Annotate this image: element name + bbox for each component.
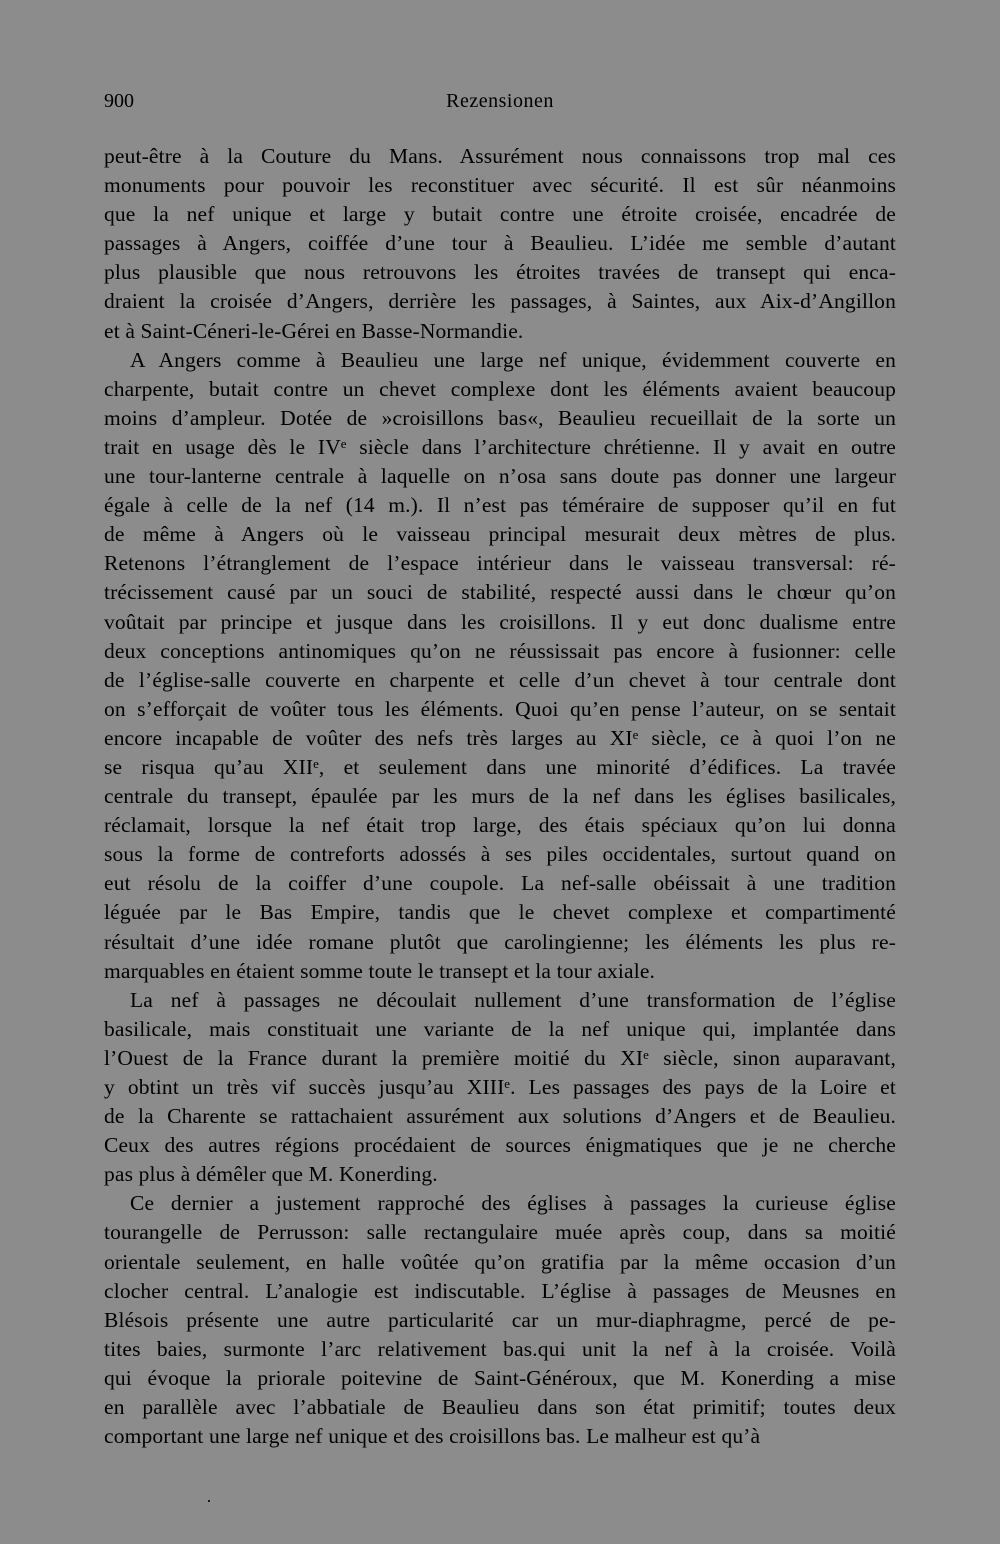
- text-line: marquables en étaient somme toute le transept et la tour axiale.: [104, 958, 656, 983]
- text-line: plus plausible que nous retrouvons les étroites travées de transept qui enca-: [104, 260, 896, 285]
- paragraph: [104, 346, 896, 986]
- text-line: tites baies, surmonte l’arc relativement bas.qui unit la nef à la croisée. Voilà: [104, 1336, 896, 1361]
- text-line: de l’église-salle couverte en charpente et celle d’un chevet à tour centrale dont: [104, 667, 896, 692]
- paragraph: [104, 1189, 896, 1451]
- body-text: [104, 142, 896, 1451]
- text-line: draient la croisée d’Angers, derrière les passages, à Saintes, aux Aix-d’Angillon: [104, 289, 896, 314]
- text-line: comportant une large nef unique et des croisillons bas. Le malheur est qu’à: [104, 1424, 761, 1449]
- text-line: y obtint un très vif succès jusqu’au XIIIᵉ. Les passages des pays de la Loire et: [104, 1075, 896, 1099]
- running-title: Rezensionen: [446, 90, 554, 112]
- paragraph: [104, 142, 896, 346]
- text-line: trécissement causé par un souci de stabilité, respecté aussi dans le chœur qu’on: [104, 580, 896, 605]
- text-line: résultait d’une idée romane plutôt que carolingienne; les éléments les plus re-: [104, 929, 896, 954]
- text-line: qui évoque la priorale poitevine de Saint-Généroux, que M. Konerding a mise: [104, 1365, 896, 1390]
- text-line: égale à celle de la nef (14 m.). Il n’est pas téméraire de supposer qu’il en fut: [104, 493, 896, 518]
- text-line: une tour-lanterne centrale à laquelle on n’osa sans doute pas donner une largeur: [104, 464, 896, 489]
- text-line: centrale du transept, épaulée par les murs de la nef dans les églises basilicales,: [104, 784, 896, 809]
- text-line: charpente, butait contre un chevet complexe dont les éléments avaient beaucoup: [104, 376, 896, 401]
- text-line: Ce dernier a justement rapproché des églises à passages la curieuse église: [130, 1191, 896, 1216]
- text-line: basilicale, mais constituait une variante de la nef unique qui, implantée dans: [104, 1016, 896, 1041]
- text-line: léguée par le Bas Empire, tandis que le chevet complexe et compartimenté: [104, 900, 896, 925]
- text-line: La nef à passages ne découlait nullement d’une transformation de l’église: [130, 987, 896, 1012]
- text-line: l’Ouest de la France durant la première moitié du XIᵉ siècle, sinon auparavant,: [104, 1045, 896, 1070]
- text-line: monuments pour pouvoir les reconstituer avec sécurité. Il est sûr néanmoins: [104, 173, 896, 198]
- text-line: tourangelle de Perrusson: salle rectangulaire muée après coup, dans sa moitié: [104, 1220, 896, 1245]
- text-line: voûtait par principe et jusque dans les croisillons. Il y eut donc dualisme entre: [104, 609, 896, 634]
- text-line: Ceux des autres régions procédaient de sources énigmatiques que je ne cherche: [104, 1133, 896, 1158]
- text-line: on s’efforçait de voûter tous les éléments. Quoi qu’en pense l’auteur, on se sentait: [104, 696, 896, 721]
- text-line: en parallèle avec l’abbatiale de Beaulieu dans son état primitif; toutes deux: [104, 1395, 896, 1420]
- text-line: et à Saint-Céneri-le-Gérei en Basse-Normandie.: [104, 318, 524, 343]
- text-line: Retenons l’étranglement de l’espace intérieur dans le vaisseau transversal: ré-: [104, 551, 896, 576]
- text-line: que la nef unique et large y butait contre une étroite croisée, encadrée de: [104, 202, 896, 227]
- text-line: A Angers comme à Beaulieu une large nef unique, évidemment couverte en: [130, 347, 896, 372]
- running-head: [104, 90, 896, 118]
- text-line: deux conceptions antinomiques qu’on ne réussissait pas encore à fusionner: celle: [104, 638, 896, 663]
- text-line: eut résolu de la coiffer d’une coupole. La nef-salle obéissait à une tradition: [104, 871, 896, 896]
- text-line: orientale seulement, en halle voûtée qu’on gratifia par la même occasion d’un: [104, 1249, 896, 1274]
- page-number: 900: [104, 90, 134, 112]
- text-line: sous la forme de contreforts adossés à ses piles occidentales, surtout quand on: [104, 842, 896, 867]
- text-line: clocher central. L’analogie est indiscutable. L’église à passages de Meusnes en: [104, 1278, 896, 1303]
- text-line: se risqua qu’au XIIᵉ, et seulement dans une minorité d’édifices. La travée: [104, 754, 896, 779]
- text-line: passages à Angers, coiffée d’une tour à Beaulieu. L’idée me semble d’autant: [104, 231, 896, 256]
- text-line: encore incapable de voûter des nefs très larges au XIᵉ siècle, ce à quoi l’on ne: [104, 725, 896, 750]
- text-line: de même à Angers où le vaisseau principal mesurait deux mètres de plus.: [104, 522, 896, 547]
- text-line: moins d’ampleur. Dotée de »croisillons bas«, Beaulieu recueillait de la sorte un: [104, 405, 896, 430]
- text-line: de la Charente se rattachaient assurément aux solutions d’Angers et de Beaulieu.: [104, 1104, 896, 1129]
- text-line: peut-être à la Couture du Mans. Assurément nous connaissons trop mal ces: [104, 144, 896, 168]
- stray-ink-dot: [208, 1500, 210, 1502]
- text-line: trait en usage dès le IVᵉ siècle dans l’architecture chrétienne. Il y avait en outre: [104, 434, 896, 459]
- paragraph: [104, 986, 896, 1190]
- text-line: réclamait, lorsque la nef était trop large, des étais spéciaux qu’on lui donna: [104, 813, 896, 838]
- text-line: Blésois présente une autre particularité car un mur-diaphragme, percé de pe-: [104, 1307, 896, 1332]
- text-line: pas plus à démêler que M. Konerding.: [104, 1162, 438, 1187]
